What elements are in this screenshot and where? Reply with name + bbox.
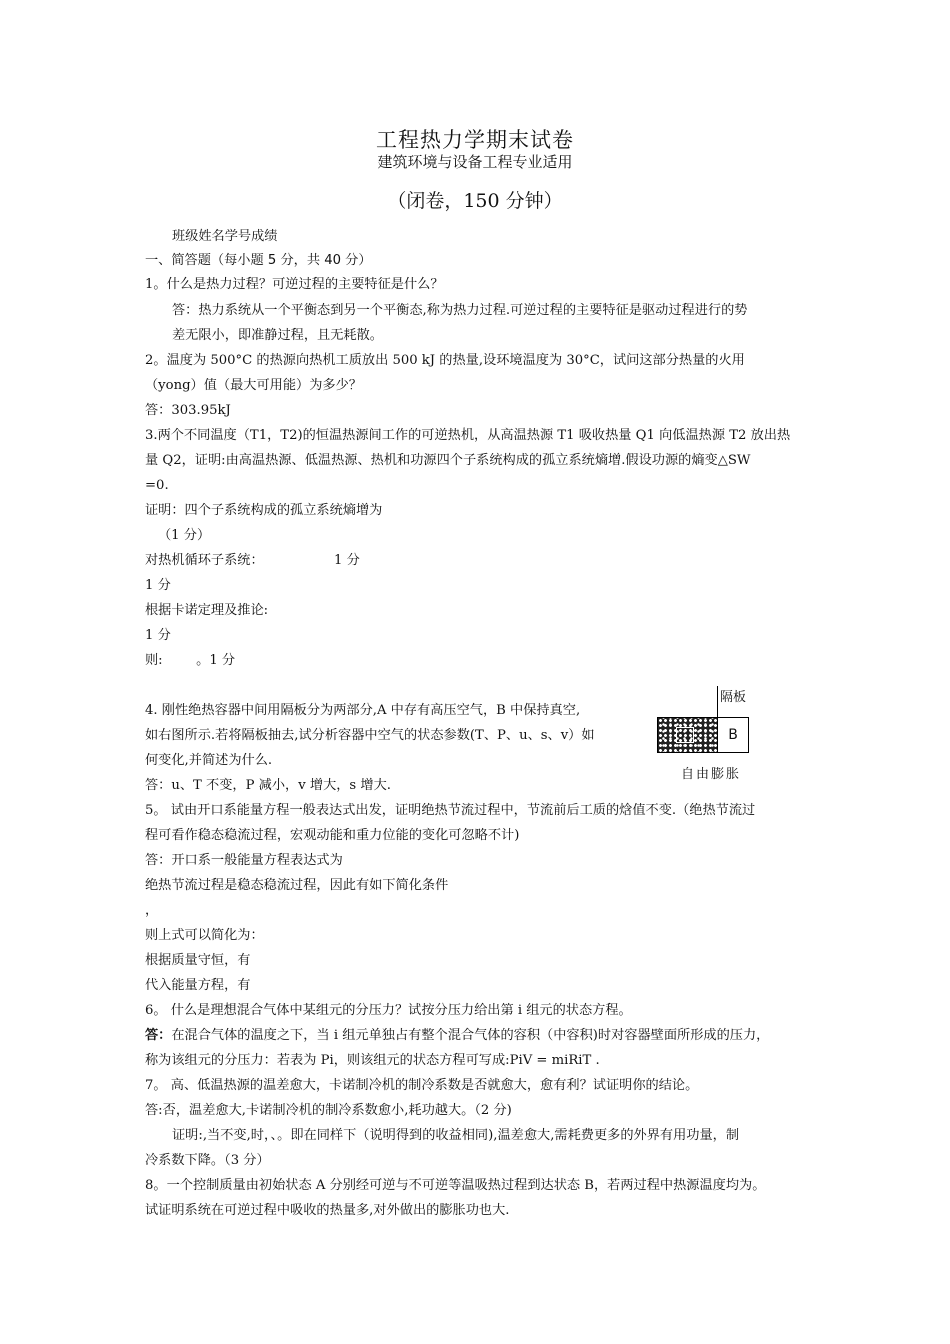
exam-subtitle: 建筑环境与设备工程专业适用 bbox=[377, 153, 573, 171]
q6-question: 6。 什么是理想混合气体中某组元的分压力？试按分压力给出第 i 组元的状态方程。 bbox=[145, 1003, 632, 1018]
q3-proof-line2: （1 分） bbox=[158, 528, 211, 543]
q8-question-line2: 试证明系统在可逆过程中吸收的热量多,对外做出的膨胀功也大. bbox=[145, 1203, 510, 1218]
container-b-vacuum bbox=[717, 717, 749, 753]
q5-question-line1: 5。 试由开口系能量方程一般表达式出发，证明绝热节流过程中，节流前后工质的焓值不变.（绝热节流过 bbox=[145, 803, 756, 818]
q6-answer-line1 bbox=[145, 1027, 769, 1045]
q3-proof-line1: 证明：四个子系统构成的孤立系统熵增为 bbox=[145, 503, 383, 518]
student-info-line: 班级姓名学号成绩 bbox=[172, 229, 278, 244]
q4-question-line1: 4. 刚性绝热容器中间用隔板分为两部分,A 中存有高压空气，B 中保持真空, bbox=[145, 703, 581, 718]
exam-note: （闭卷，150 分钟） bbox=[387, 190, 563, 212]
q8-question-line1: 8。一个控制质量由初始状态 A 分别经可逆与不可逆等温吸热过程到达状态 B，若两过程中热源温度均为。 bbox=[145, 1178, 766, 1193]
q1-question: 1。什么是热力过程？可逆过程的主要特征是什么？ bbox=[145, 277, 444, 292]
partition-line bbox=[717, 686, 718, 718]
q6-answer-text: 在混合气体的温度之下，当 i 组元单独占有整个混合气体的容积（中容积)时对容器壁面所形成的压力， bbox=[171, 1028, 770, 1043]
q3-proof-score: 1 分 bbox=[334, 553, 360, 568]
q7-answer: 答:否，温差愈大,卡诺制冷机的制冷系数愈小,耗功越大。（2 分) bbox=[145, 1103, 512, 1118]
q3-proof-line4: 1 分 bbox=[145, 578, 171, 593]
free-expansion-label: 自由膨胀 bbox=[681, 767, 742, 782]
q3-question-line3: =0. bbox=[145, 478, 169, 493]
q4-answer: 答：u、T 不变，P 减小，v 增大，s 增大. bbox=[145, 778, 391, 793]
q3-question-line2: 量 Q2，证明:由高温热源、低温热源、热机和功源四个子系统构成的孤立系统熵增.假设功源的熵变△SW bbox=[145, 453, 751, 468]
q3-proof-line5: 根据卡诺定理及推论: bbox=[145, 603, 269, 618]
q3-proof-line6: 1 分 bbox=[145, 628, 171, 643]
q4-question-line3: 何变化,并简述为什么. bbox=[145, 753, 273, 768]
q3-question-line1: 3.两个不同温度（T1，T2)的恒温热源间工作的可逆热机，从高温热源 T1 吸收热量 Q1 向低温热源 T2 放出热 bbox=[145, 428, 791, 443]
q7-proof-line1: 证明:,当不变,时，、。即在同样下（说明得到的收益相同),温差愈大,需耗费更多的外界有用功量，制 bbox=[172, 1128, 740, 1143]
container-a-label bbox=[676, 727, 694, 743]
q5-answer-line6: 代入能量方程，有 bbox=[145, 978, 251, 993]
q6-answer-label: 答： bbox=[145, 1028, 172, 1043]
q5-answer-line2: 绝热节流过程是稳态稳流过程，因此有如下简化条件 bbox=[145, 878, 449, 893]
q3-proof-line7: 则: 。1 分 bbox=[145, 653, 236, 668]
section-heading: 一、简答题（每小题 5 分，共 40 分） bbox=[145, 253, 372, 268]
q2-question-line1: 2。温度为 500°C 的热源向热机工质放出 500 kJ 的热量,设环境温度为 30°C，试问这部分热量的火用 bbox=[145, 353, 745, 368]
q2-answer: 答：303.95kJ bbox=[145, 403, 231, 418]
q2-question-line2: （yong）值（最大可用能）为多少？ bbox=[145, 378, 362, 393]
q1-answer-line1: 答：热力系统从一个平衡态到另一个平衡态,称为热力过程.可逆过程的主要特征是驱动过程进行的势 bbox=[172, 303, 748, 318]
q7-proof-line2: 冷系数下降。（3 分） bbox=[145, 1153, 270, 1168]
q5-answer-line3: ， bbox=[145, 903, 159, 918]
q6-answer-line2: 称为该组元的分压力：若表为 Pi，则该组元的状态方程可写成:PiV = miRiT . bbox=[145, 1053, 600, 1068]
q7-question: 7。 高、低温热源的温差愈大，卡诺制冷机的制冷系数是否就愈大，愈有利？试证明你的结论。 bbox=[145, 1078, 699, 1093]
q4-question-line2: 如右图所示.若将隔板抽去,试分析容器中空气的状态参数(T、P、u、s、v）如 bbox=[145, 728, 595, 743]
q5-question-line2: 程可看作稳态稳流过程，宏观动能和重力位能的变化可忽略不计) bbox=[145, 828, 520, 843]
q5-answer-line4: 则上式可以简化为： bbox=[145, 928, 264, 943]
q3-proof-line3: 对热机循环子系统： bbox=[145, 553, 264, 568]
q1-answer-line2: 差无限小，即准静过程，且无耗散。 bbox=[172, 328, 383, 343]
container-b-label: B bbox=[728, 727, 738, 743]
exam-title: 工程热力学期末试卷 bbox=[376, 128, 574, 152]
q5-answer-line5: 根据质量守恒，有 bbox=[145, 953, 251, 968]
q5-answer-line1: 答：开口系一般能量方程表达式为 bbox=[145, 853, 343, 868]
partition-label: 隔板 bbox=[720, 690, 747, 705]
